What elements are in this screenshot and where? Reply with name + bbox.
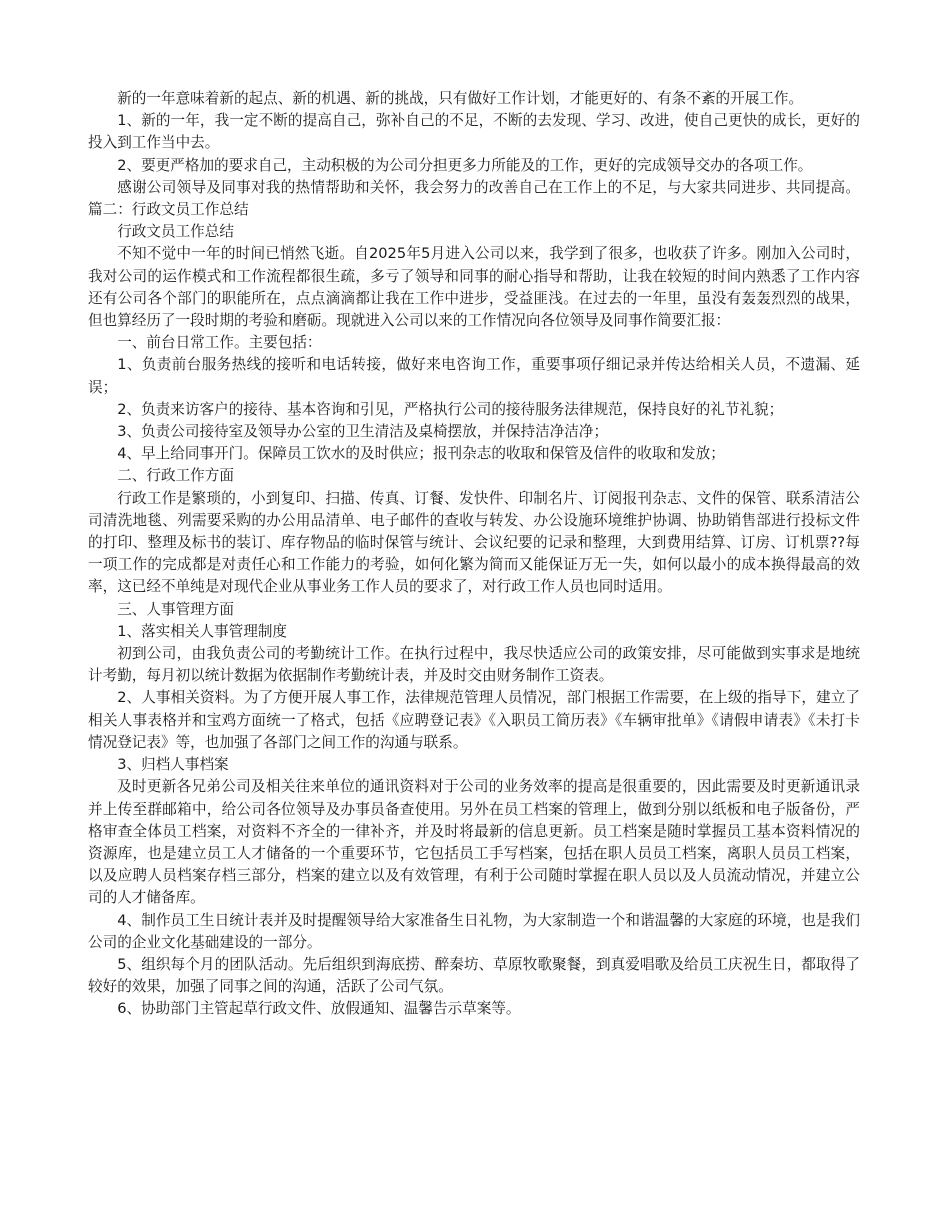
- paragraph: 新的一年意味着新的起点、新的机遇、新的挑战，只有做好工作计划，才能更好的、有条不紊的开展工作。: [117, 90, 804, 107]
- list-item: 6、协助部门主管起草行政文件、放假通知、温馨告示草案等。: [117, 1000, 521, 1018]
- list-item: 5、组织每个月的团队活动。先后组织到海底捞、醉秦坊、草原牧歌聚餐，到真爱唱歌及给员工庆祝生日，都取得了较好的效果，加强了同事之间的沟通，活跃了公司气氛。: [88, 955, 860, 996]
- paragraph: 感谢公司领导及同事对我的热情帮助和关怀，我会努力的改善自己在工作上的不足，与大家共同进步、共同提高。篇二：行政文员工作总结: [88, 178, 860, 219]
- paragraph: 初到公司，由我负责公司的考勤统计工作。在执行过程中，我尽快适应公司的政策安排，尽可能做到实事求是地统计考勤，每月初以统计数据为依据制作考勤统计表，并及时交由财务制作工资表。: [88, 645, 860, 685]
- subsection-heading: 3、归档人事档案: [117, 756, 229, 774]
- subsection-heading: 1、落实相关人事管理制度: [117, 622, 288, 640]
- paragraph: 不知不觉中一年的时间已悄然飞逝。自2025年5月进入公司以来，我学到了很多，也收获了许多。刚加入公司时，我对公司的运作模式和工作流程都很生疏，多亏了领导和同事的耐心指导和帮助，让我在较短的时间内熟悉了工作内容还有公司各个部门的职能所在，点点滴滴都让我在工作中进步，受益匪浅。在过去的一年里，虽没有轰轰烈烈的战果，但也算经历了一段时期的考验和磨砺。现就进入公司以来的工作情况向各位领导及同事作简要汇报：: [88, 245, 860, 330]
- section-heading: 一、前台日常工作。主要包括：: [117, 334, 322, 352]
- paragraph: 及时更新各兄弟公司及相关往来单位的通讯资料对于公司的业务效率的提高是很重要的，因此需要及时更新通讯录并上传至群邮箱中，给公司各位领导及办事员备查使用。另外在员工档案的管理上，做到分别以纸板和电子版备份，严格审查全体员工档案，对资料不齐全的一律补齐，并及时将最新的信息更新。员工档案是随时掌握员工基本资料情况的资源库，也是建立员工人才储备的一个重要环节，它包括员工手写档案，包括在职人员员工档案，离职人员员工档案，以及应聘人员档案存档三部分，档案的建立以及有效管理，有利于公司随时掌握在职人员以及人员流动情况，并建立公司的人才储备库。: [88, 778, 860, 907]
- paragraph: 1、新的一年，我一定不断的提高自己，弥补自己的不足，不断的去发现、学习、改进，使自己更快的成长，更好的投入到工作当中去。: [88, 112, 860, 152]
- section-heading: 三、人事管理方面: [117, 600, 234, 618]
- list-item: 4、制作员工生日统计表并及时提醒领导给大家准备生日礼物，为大家制造一个和谐温馨的大家庭的环境，也是我们公司的企业文化基础建设的一部分。: [88, 911, 860, 951]
- paragraph: 行政工作是繁琐的，小到复印、扫描、传真、订餐、发快件、印制名片、订阅报刊杂志、文件的保管、联系清洁公司清洗地毯、列需要采购的办公用品清单、电子邮件的查收与转发、办公设施环境维护协调、协助销售部进行投标文件的打印、整理及标书的装订、库存物品的临时保管与统计、会议纪要的记录和整理，大到费用结算、订房、订机票??每一项工作的完成都是对责任心和工作能力的考验，如何化繁为简而又能保证万无一失，如何以最小的成本换得最高的效率，这已经不单纯是对现代企业从事业务工作人员的要求了，对行政工作人员也同时适用。: [88, 489, 860, 596]
- list-item: 4、早上给同事开门。保障员工饮水的及时供应；报刊杂志的收取和保管及信件的收取和发放；: [117, 445, 725, 463]
- section-heading: 二、行政工作方面: [117, 467, 234, 485]
- paragraph: 2、要更严格加的要求自己，主动积极的为公司分担更多力所能及的工作，更好的完成领导交办的各项工作。: [117, 156, 813, 174]
- list-item: 2、人事相关资料。为了方便开展人事工作，法律规范管理人员情况，部门根据工作需要，在上级的指导下，建立了相关人事表格并和宝鸡方面统一了格式，包括《应聘登记表》《入职员工简历表》《车辆审批单》《请假申请表》《未打卡情况登记表》等，也加强了各部门之间工作的沟通与联系。: [88, 689, 860, 751]
- section-title: 行政文员工作总结: [117, 223, 234, 241]
- list-item: 2、负责来访客户的接待、基本咨询和引见，严格执行公司的接待服务法律规范，保持良好的礼节礼貌；: [117, 400, 784, 418]
- document-body: [88, 88, 860, 1021]
- list-item: 3、负责公司接待室及领导办公室的卫生清洁及桌椅摆放，并保持洁净洁净；: [117, 423, 609, 441]
- list-item: 1、负责前台服务热线的接听和电话转接，做好来电咨询工作，重要事项仔细记录并传达给相关人员，不遗漏、延误；: [88, 356, 860, 396]
